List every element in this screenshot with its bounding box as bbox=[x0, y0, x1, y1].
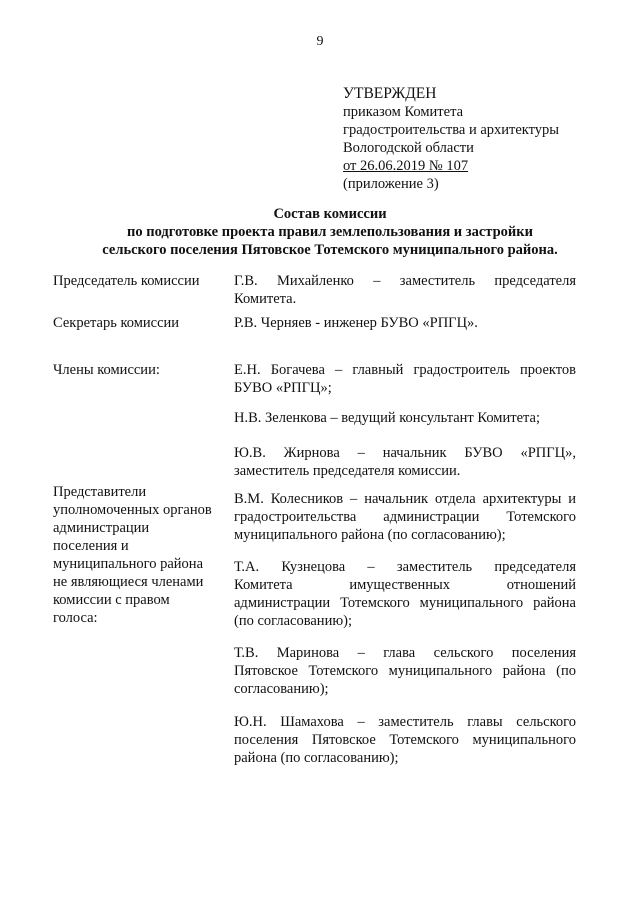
representative-kolesnikov bbox=[234, 490, 576, 544]
text-line: Н.В. Зеленкова – ведущий консультант Комитета; bbox=[234, 410, 540, 426]
text-line: заместитель председателя комиссии. bbox=[234, 463, 461, 479]
label-line: поселения и bbox=[53, 538, 129, 554]
text-line: Комитета имущественных отношений bbox=[234, 577, 576, 593]
label-line: голоса: bbox=[53, 610, 98, 626]
label-line: Представители bbox=[53, 484, 147, 500]
member-bogacheva bbox=[234, 361, 576, 397]
representative-kuznetsova bbox=[234, 558, 576, 630]
text-line: Т.В. Маринова – глава сельского поселения bbox=[234, 645, 576, 661]
label-line: комиссии с правом bbox=[53, 592, 170, 608]
secretary-text bbox=[234, 314, 576, 332]
heading-line: Состав комиссии bbox=[273, 206, 387, 222]
approval-order-number: от 26.06.2019 № 107 bbox=[343, 158, 469, 174]
text-line: БУВО «РПГЦ»; bbox=[234, 380, 332, 396]
label-line: уполномоченных органов bbox=[53, 502, 212, 518]
text-line: Т.А. Кузнецова – заместитель председателя bbox=[234, 559, 576, 575]
label-line: муниципального района bbox=[53, 556, 203, 572]
approval-stamp bbox=[343, 85, 633, 193]
heading-line: по подготовке проекта правил землепользования и застройки bbox=[127, 224, 533, 240]
representative-marinova bbox=[234, 644, 576, 698]
text-line: В.М. Колесников – начальник отдела архитектуры и bbox=[234, 491, 576, 507]
chair-text bbox=[234, 272, 576, 308]
text-line: муниципального района (по согласованию); bbox=[234, 527, 506, 543]
text-line: (по согласованию); bbox=[234, 613, 353, 629]
text-line: Е.Н. Богачева – главный градостроитель проектов bbox=[234, 362, 576, 378]
representatives-label bbox=[53, 483, 233, 627]
members-label: Члены комиссии: bbox=[53, 362, 160, 378]
text-line: Ю.В. Жирнова – начальник БУВО «РПГЦ», bbox=[234, 445, 576, 461]
approval-line: градостроительства и архитектуры bbox=[343, 122, 560, 138]
label-line: не являющиеся членами bbox=[53, 574, 204, 590]
approval-line: (приложение 3) bbox=[343, 176, 439, 192]
chair-label: Председатель комиссии bbox=[53, 273, 200, 289]
approval-line: Вологодской области bbox=[343, 140, 474, 156]
text-line: Пятовское Тотемского муниципального района (по bbox=[234, 663, 576, 679]
text-line: градостроительства администрации Тотемского bbox=[234, 509, 576, 525]
text-line: поселения Пятовское Тотемского муниципального bbox=[234, 732, 576, 748]
text-line: Г.В. Михайленко – заместитель председателя bbox=[234, 273, 576, 289]
text-line: Ю.Н. Шамахова – заместитель главы сельского bbox=[234, 714, 576, 730]
label-line: администрации bbox=[53, 520, 150, 536]
text-line: Комитета. bbox=[234, 291, 297, 307]
text-line: согласованию); bbox=[234, 681, 329, 697]
member-zhirnova bbox=[234, 444, 576, 480]
approval-title: УТВЕРЖДЕН bbox=[343, 85, 437, 102]
text-line: Р.В. Черняев - инженер БУВО «РПГЦ». bbox=[234, 315, 478, 331]
document-heading bbox=[40, 205, 620, 259]
text-line: района (по согласованию); bbox=[234, 750, 399, 766]
representative-shamakhova bbox=[234, 713, 576, 767]
heading-line: сельского поселения Пятовское Тотемского муниципального района. bbox=[102, 242, 558, 258]
page-number: 9 bbox=[316, 34, 324, 49]
member-zelenkova bbox=[234, 409, 576, 427]
secretary-label: Секретарь комиссии bbox=[53, 315, 180, 331]
approval-line: приказом Комитета bbox=[343, 104, 464, 120]
text-line: администрации Тотемского муниципального района bbox=[234, 595, 576, 611]
